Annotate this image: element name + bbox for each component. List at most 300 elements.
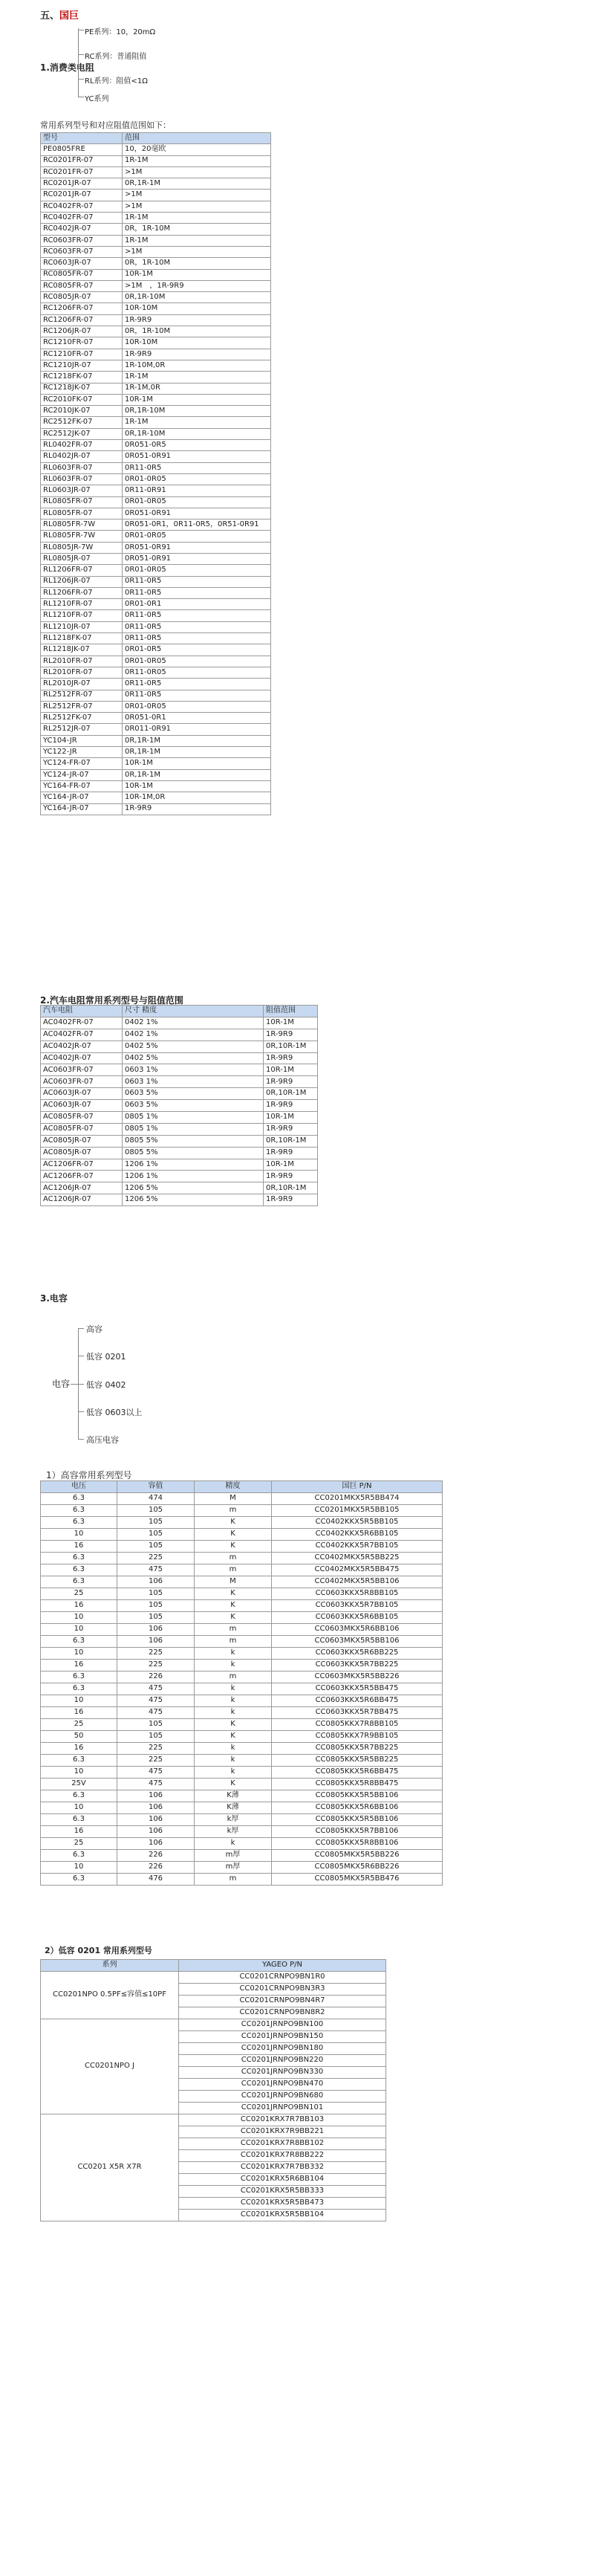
table-row xyxy=(41,587,271,598)
cell-part-number: CC0201KRX7R8BB222 xyxy=(179,2150,386,2162)
table-row xyxy=(41,792,271,803)
table-row xyxy=(41,258,271,269)
cell-range: 0R01-0R5 xyxy=(123,644,271,656)
table-row xyxy=(41,326,271,337)
cell-size: 0402 1% xyxy=(123,1029,264,1041)
cell-capacitance: 226 xyxy=(117,1862,195,1874)
cell-tolerance: m厚 xyxy=(195,1862,272,1874)
cell-part-number: CC0402KKX5R7BB105 xyxy=(272,1541,443,1553)
cell-range: >1M xyxy=(123,166,271,178)
col-header: 汽车电阻 xyxy=(41,1006,123,1017)
cell-range: 10R-1M xyxy=(264,1064,318,1076)
tree-item: YC系列 xyxy=(85,95,109,103)
table-row xyxy=(41,1135,318,1147)
table-row xyxy=(41,1029,318,1041)
cell-model: AC0805JR-07 xyxy=(41,1147,123,1159)
cell-model: RC0201JR-07 xyxy=(41,178,123,190)
cell-range: 0R,1R-1M xyxy=(123,735,271,746)
cell-model: RC0603JR-07 xyxy=(41,258,123,269)
cell-tolerance: k xyxy=(195,1755,272,1767)
cell-voltage: 10 xyxy=(41,1802,117,1814)
cell-tolerance: k xyxy=(195,1743,272,1755)
cell-model: RL0603JR-07 xyxy=(41,485,123,496)
cell-model: RL0402JR-07 xyxy=(41,451,123,462)
cell-size: 0603 1% xyxy=(123,1076,264,1088)
cell-part-number: CC0402MKX5R5BB475 xyxy=(272,1564,443,1576)
cell-model: RC0402FR-07 xyxy=(41,213,123,224)
cell-model: RL0603FR-07 xyxy=(41,462,123,473)
cell-capacitance: 475 xyxy=(117,1564,195,1576)
cell-part-number: CC0805MKX5R6BB226 xyxy=(272,1862,443,1874)
cell-part-number: CC0402MKX5R5BB106 xyxy=(272,1576,443,1588)
cell-model: RC1206FR-07 xyxy=(41,303,123,314)
cell-voltage: 16 xyxy=(41,1541,117,1553)
cell-range: 0R01-0R05 xyxy=(123,656,271,667)
cell-model: AC0603FR-07 xyxy=(41,1076,123,1088)
table-row xyxy=(41,213,271,224)
cell-tolerance: m xyxy=(195,1672,272,1683)
cell-range: 0R，1R-10M xyxy=(123,224,271,235)
cell-range: 0R11-0R5 xyxy=(123,621,271,632)
cell-capacitance: 226 xyxy=(117,1672,195,1683)
resistor-table-container xyxy=(40,132,271,815)
cell-part-number: CC0201KRX5R5BB473 xyxy=(179,2198,386,2210)
cell-range: 0R，1R-10M xyxy=(123,326,271,337)
cell-model: RC0201JR-07 xyxy=(41,190,123,201)
cell-capacitance: 475 xyxy=(117,1707,195,1719)
resistor-table xyxy=(40,132,271,815)
cell-capacitance: 225 xyxy=(117,1648,195,1660)
cell-tolerance: k xyxy=(195,1838,272,1850)
cell-tolerance: k xyxy=(195,1767,272,1779)
cell-model: YC164-FR-07 xyxy=(41,780,123,792)
cell-capacitance: 475 xyxy=(117,1779,195,1790)
cell-capacitance: 105 xyxy=(117,1517,195,1529)
cell-tolerance: m厚 xyxy=(195,1850,272,1862)
cell-model: YC122-JR xyxy=(41,747,123,758)
cell-part-number: CC0201KRX7R8BB102 xyxy=(179,2138,386,2150)
cell-range: >1M xyxy=(123,201,271,212)
table-row xyxy=(41,1695,443,1707)
cell-model: RC0805JR-07 xyxy=(41,292,123,303)
cell-part-number: CC0603KKX5R6BB105 xyxy=(272,1612,443,1624)
s4-title: 1）高容常用系列型号 xyxy=(46,1470,132,1480)
cell-range: 0R,1R-1M xyxy=(123,178,271,190)
cell-range: 10R-1M xyxy=(123,758,271,769)
cell-part-number: CC0402KKX5R5BB105 xyxy=(272,1517,443,1529)
table-row xyxy=(41,360,271,371)
cell-model: RC2010JK-07 xyxy=(41,406,123,417)
cell-model: RL0805JR-7W xyxy=(41,542,123,553)
cell-range: 0R11-0R5 xyxy=(123,633,271,644)
cell-model: YC124-JR-07 xyxy=(41,769,123,780)
cell-model: RL1206FR-07 xyxy=(41,565,123,576)
table-row xyxy=(41,406,271,417)
table-row xyxy=(41,246,271,257)
cell-part-number: CC0603MKX5R6BB106 xyxy=(272,1624,443,1636)
cell-model: RL0402FR-07 xyxy=(41,440,123,451)
cell-range: 0R,10R-1M xyxy=(264,1135,318,1147)
cell-range: 1R-9R9 xyxy=(264,1147,318,1159)
cell-part-number: CC0402KKX5R6BB105 xyxy=(272,1529,443,1541)
tree-item: 低容 0603以上 xyxy=(86,1408,143,1417)
cell-model: RL2512JR-07 xyxy=(41,724,123,735)
cell-voltage: 10 xyxy=(41,1612,117,1624)
cell-range: 0R01-0R05 xyxy=(123,531,271,542)
cell-tolerance: k xyxy=(195,1707,272,1719)
cell-voltage: 50 xyxy=(41,1731,117,1743)
cell-tolerance: K xyxy=(195,1541,272,1553)
table-row xyxy=(41,1767,443,1779)
table-row xyxy=(41,542,271,553)
cell-model: RC2010FK-07 xyxy=(41,394,123,405)
cell-range: 0R051-0R5 xyxy=(123,440,271,451)
cell-part-number: CC0201CRNPO9BN3R3 xyxy=(179,1984,386,1996)
table-row xyxy=(41,190,271,201)
cell-range: 1R-9R9 xyxy=(264,1052,318,1064)
cell-range: 0R051-0R1 xyxy=(123,713,271,724)
cell-capacitance: 225 xyxy=(117,1660,195,1672)
cell-tolerance: K xyxy=(195,1779,272,1790)
cell-range: 0R,10R-1M xyxy=(264,1041,318,1052)
tree-trunk xyxy=(78,28,79,97)
cell-voltage: 6.3 xyxy=(41,1755,117,1767)
heading-title: 国巨 xyxy=(59,10,79,22)
table-row xyxy=(41,1600,443,1612)
cell-tolerance: m xyxy=(195,1874,272,1886)
cell-tolerance: K xyxy=(195,1731,272,1743)
tree-item: 低容 0201 xyxy=(86,1352,126,1362)
table-row xyxy=(41,1064,318,1076)
cell-model: AC0402FR-07 xyxy=(41,1017,123,1029)
cell-range: 1R-9R9 xyxy=(264,1123,318,1135)
tree-item: 高压电容 xyxy=(86,1435,119,1445)
cell-part-number: CC0201CRNPO9BN1R0 xyxy=(179,1972,386,1984)
table-row xyxy=(41,485,271,496)
section-heading xyxy=(40,7,79,22)
table-row xyxy=(41,1517,443,1529)
cell-voltage: 6.3 xyxy=(41,1636,117,1648)
cell-capacitance: 105 xyxy=(117,1600,195,1612)
cell-voltage: 6.3 xyxy=(41,1814,117,1826)
cell-tolerance: k厚 xyxy=(195,1826,272,1838)
table-row xyxy=(41,599,271,610)
cell-tolerance: k xyxy=(195,1660,272,1672)
cell-size: 0603 5% xyxy=(123,1100,264,1112)
cell-tolerance: k厚 xyxy=(195,1814,272,1826)
cell-range: 0R01-0R05 xyxy=(123,565,271,576)
cell-range: 0R,10R-1M xyxy=(264,1088,318,1100)
cell-model: RL2010FR-07 xyxy=(41,656,123,667)
cell-part-number: CC0402MKX5R5BB225 xyxy=(272,1553,443,1564)
cell-tolerance: m xyxy=(195,1624,272,1636)
cell-model: YC164-JR-07 xyxy=(41,803,123,815)
cell-size: 0402 5% xyxy=(123,1052,264,1064)
cell-model: RC0805FR-07 xyxy=(41,280,123,291)
cell-range: 0R11-0R91 xyxy=(123,485,271,496)
cell-range: 0R051-0R91 xyxy=(123,542,271,553)
auto-resistor-table-container xyxy=(40,1005,318,1206)
cell-capacitance: 475 xyxy=(117,1683,195,1695)
cell-voltage: 6.3 xyxy=(41,1553,117,1564)
cell-part-number: CC0805KKX5R6BB106 xyxy=(272,1802,443,1814)
cell-capacitance: 105 xyxy=(117,1588,195,1600)
table-row xyxy=(41,496,271,508)
table-row xyxy=(41,701,271,712)
cell-part-number: CC0201MKX5R5BB105 xyxy=(272,1505,443,1517)
cell-part-number: CC0201JRNPO9BN470 xyxy=(179,2079,386,2091)
cell-tolerance: K xyxy=(195,1517,272,1529)
cell-tolerance: K xyxy=(195,1600,272,1612)
tree-item: 低容 0402 xyxy=(86,1380,126,1390)
table-row xyxy=(41,292,271,303)
col-header: 精度 xyxy=(195,1481,272,1493)
cell-range: 1R-9R9 xyxy=(264,1100,318,1112)
cell-part-number: CC0805KKX5R6BB475 xyxy=(272,1767,443,1779)
col-header: 阻值范围 xyxy=(264,1006,318,1017)
cell-tolerance: K xyxy=(195,1588,272,1600)
col-header: YAGEO P/N xyxy=(179,1960,386,1972)
table-row xyxy=(41,1660,443,1672)
cell-capacitance: 105 xyxy=(117,1719,195,1731)
cell-range: 0R01-0R05 xyxy=(123,496,271,508)
table-row xyxy=(41,1088,318,1100)
cell-voltage: 6.3 xyxy=(41,1576,117,1588)
cell-part-number: CC0201KRX7R7BB103 xyxy=(179,2114,386,2126)
cell-part-number: CC0201KRX7R9BB221 xyxy=(179,2126,386,2138)
table-row xyxy=(41,1147,318,1159)
cell-capacitance: 106 xyxy=(117,1576,195,1588)
cell-voltage: 25V xyxy=(41,1779,117,1790)
tree-branch xyxy=(78,1411,84,1412)
cell-tolerance: K薄 xyxy=(195,1802,272,1814)
tree-branch xyxy=(78,1384,84,1385)
tree-branch xyxy=(78,54,84,55)
cell-capacitance: 475 xyxy=(117,1695,195,1707)
cell-model: RL2010JR-07 xyxy=(41,679,123,690)
cell-range: 0R11-0R5 xyxy=(123,690,271,701)
cell-model: RC2512JK-07 xyxy=(41,428,123,439)
table-row xyxy=(41,1171,318,1182)
table-row xyxy=(41,1182,318,1194)
table-row xyxy=(41,610,271,621)
cell-model: RC0402JR-07 xyxy=(41,224,123,235)
cell-series: CC0201NPO 0.5PF≤容值≤10PF xyxy=(41,1972,179,2019)
cell-part-number: CC0603KKX5R6BB475 xyxy=(272,1695,443,1707)
cell-range: 10R-1M,0R xyxy=(123,792,271,803)
cell-range: 1R-1M,0R xyxy=(123,383,271,394)
cell-range: 1R-1M xyxy=(123,417,271,428)
cell-part-number: CC0805KKX7R9BB105 xyxy=(272,1731,443,1743)
tree-branch xyxy=(78,1439,84,1440)
cell-part-number: CC0805KKX5R5BB106 xyxy=(272,1814,443,1826)
cell-part-number: CC0201MKX5R5BB474 xyxy=(272,1493,443,1505)
cell-voltage: 16 xyxy=(41,1660,117,1672)
cell-range: 1R-1M xyxy=(123,155,271,166)
cell-range: 0R,10R-1M xyxy=(264,1182,318,1194)
cell-part-number: CC0603KKX5R5BB475 xyxy=(272,1683,443,1695)
table-row xyxy=(41,1076,318,1088)
cell-model: RL1218FK-07 xyxy=(41,633,123,644)
table-row xyxy=(41,1719,443,1731)
table-row xyxy=(41,1052,318,1064)
table-row xyxy=(41,451,271,462)
cell-part-number: CC0805MKX5R5BB476 xyxy=(272,1874,443,1886)
cell-tolerance: M xyxy=(195,1493,272,1505)
table-row xyxy=(41,462,271,473)
low-cap-table-container xyxy=(40,1959,386,2221)
cell-tolerance: m xyxy=(195,1553,272,1564)
table-row xyxy=(41,1194,318,1206)
table-row xyxy=(41,417,271,428)
table-row xyxy=(41,428,271,439)
cell-voltage: 6.3 xyxy=(41,1672,117,1683)
cell-tolerance: k xyxy=(195,1695,272,1707)
cell-capacitance: 476 xyxy=(117,1874,195,1886)
cell-size: 1206 1% xyxy=(123,1171,264,1182)
cell-size: 0402 5% xyxy=(123,1041,264,1052)
cell-part-number: CC0201CRNPO9BN4R7 xyxy=(179,1996,386,2007)
cell-model: RL1210JR-07 xyxy=(41,621,123,632)
cell-voltage: 10 xyxy=(41,1624,117,1636)
table-row xyxy=(41,1564,443,1576)
cell-capacitance: 225 xyxy=(117,1755,195,1767)
cell-range: 0R,1R-10M xyxy=(123,428,271,439)
cell-range: 0R，1R-10M xyxy=(123,258,271,269)
cell-voltage: 25 xyxy=(41,1588,117,1600)
col-header: 型号 xyxy=(41,133,123,144)
table-row xyxy=(41,1612,443,1624)
cell-model: RC2512FK-07 xyxy=(41,417,123,428)
cell-model: RL2512FR-07 xyxy=(41,690,123,701)
cell-model: RL1206JR-07 xyxy=(41,576,123,587)
table-row xyxy=(41,372,271,383)
cell-model: RC0201FR-07 xyxy=(41,166,123,178)
cell-range: 1R-9R9 xyxy=(264,1194,318,1206)
cell-model: RC0201FR-07 xyxy=(41,155,123,166)
cell-capacitance: 106 xyxy=(117,1624,195,1636)
table-row xyxy=(41,621,271,632)
col-header: 系列 xyxy=(41,1960,179,1972)
cell-model: AC0603JR-07 xyxy=(41,1088,123,1100)
table-row xyxy=(41,1743,443,1755)
table-row xyxy=(41,1790,443,1802)
cell-voltage: 6.3 xyxy=(41,1874,117,1886)
cell-model: YC164-JR-07 xyxy=(41,792,123,803)
cell-part-number: CC0805KKX5R5BB225 xyxy=(272,1755,443,1767)
table-row xyxy=(41,1707,443,1719)
cell-range: 0R11-0R5 xyxy=(123,462,271,473)
cell-part-number: CC0805KKX5R7BB225 xyxy=(272,1743,443,1755)
cell-model: RC0402FR-07 xyxy=(41,201,123,212)
cell-capacitance: 475 xyxy=(117,1767,195,1779)
table-row xyxy=(41,1731,443,1743)
cell-range: 0R01-0R05 xyxy=(123,701,271,712)
cell-size: 0603 5% xyxy=(123,1088,264,1100)
cell-range: 1R-9R9 xyxy=(123,314,271,326)
cell-tolerance: K xyxy=(195,1612,272,1624)
cell-model: AC0805FR-07 xyxy=(41,1112,123,1124)
cell-range: 0R11-0R5 xyxy=(123,679,271,690)
table-row xyxy=(41,1529,443,1541)
cell-range: 1R-1M xyxy=(123,372,271,383)
cell-voltage: 6.3 xyxy=(41,1517,117,1529)
cell-part-number: CC0603KKX5R7BB225 xyxy=(272,1660,443,1672)
table-row xyxy=(41,1112,318,1124)
cell-voltage: 16 xyxy=(41,1743,117,1755)
table-row xyxy=(41,1041,318,1052)
cell-range: 0R,1R-1M xyxy=(123,747,271,758)
cell-capacitance: 106 xyxy=(117,1838,195,1850)
cell-voltage: 16 xyxy=(41,1600,117,1612)
cell-range: 1R-9R9 xyxy=(123,803,271,815)
cell-tolerance: m xyxy=(195,1564,272,1576)
cell-model: YC124-FR-07 xyxy=(41,758,123,769)
cell-model: RC1210JR-07 xyxy=(41,360,123,371)
cell-range: 0R051-0R91 xyxy=(123,553,271,564)
table-row xyxy=(41,178,271,190)
table-row xyxy=(41,337,271,349)
cell-model: RL0805FR-7W xyxy=(41,520,123,531)
cell-capacitance: 105 xyxy=(117,1731,195,1743)
cell-tolerance: m xyxy=(195,1636,272,1648)
table-row xyxy=(41,1838,443,1850)
cell-range: 10R-1M xyxy=(123,394,271,405)
table-row xyxy=(41,1862,443,1874)
cell-voltage: 25 xyxy=(41,1719,117,1731)
cell-part-number: CC0201KRX7R7BB332 xyxy=(179,2162,386,2174)
table-row xyxy=(41,1505,443,1517)
cell-voltage: 10 xyxy=(41,1862,117,1874)
cell-size: 0805 1% xyxy=(123,1112,264,1124)
cell-range: 0R051-0R1，0R11-0R5，0R51-0R91 xyxy=(123,520,271,531)
cell-size: 0805 5% xyxy=(123,1147,264,1159)
cell-range: 0R,1R-10M xyxy=(123,292,271,303)
cell-part-number: CC0201KRX5R5BB333 xyxy=(179,2186,386,2198)
table-row xyxy=(41,1636,443,1648)
cell-part-number: CC0603KKX5R7BB475 xyxy=(272,1707,443,1719)
cell-range: 0R01-0R1 xyxy=(123,599,271,610)
table-row xyxy=(41,553,271,564)
cell-model: RC1206FR-07 xyxy=(41,314,123,326)
cell-voltage: 10 xyxy=(41,1695,117,1707)
cell-part-number: CC0201JRNPO9BN220 xyxy=(179,2055,386,2067)
cell-model: RL0805FR-7W xyxy=(41,531,123,542)
table-row xyxy=(41,224,271,235)
table-row xyxy=(41,565,271,576)
cell-range: 0R11-0R5 xyxy=(123,587,271,598)
cell-range: 10R-1M xyxy=(264,1112,318,1124)
table-row xyxy=(41,803,271,815)
cell-part-number: CC0201KRX5R6BB104 xyxy=(179,2174,386,2186)
table-row xyxy=(41,1541,443,1553)
table-row xyxy=(41,1159,318,1171)
cell-range: 10R-1M xyxy=(123,780,271,792)
table-row xyxy=(41,1972,386,1984)
cell-model: YC104-JR xyxy=(41,735,123,746)
table-row xyxy=(41,531,271,542)
cell-size: 1206 5% xyxy=(123,1182,264,1194)
cell-voltage: 6.3 xyxy=(41,1683,117,1695)
cell-part-number: CC0805MKX5R5BB226 xyxy=(272,1850,443,1862)
cell-model: AC0805FR-07 xyxy=(41,1123,123,1135)
cell-part-number: CC0805KKX5R7BB106 xyxy=(272,1826,443,1838)
cell-range: 10，20毫欧 xyxy=(123,144,271,155)
heading-prefix: 五、 xyxy=(40,10,60,22)
cell-range: 0R11-0R5 xyxy=(123,576,271,587)
cell-model: AC0603FR-07 xyxy=(41,1064,123,1076)
table-row xyxy=(41,314,271,326)
